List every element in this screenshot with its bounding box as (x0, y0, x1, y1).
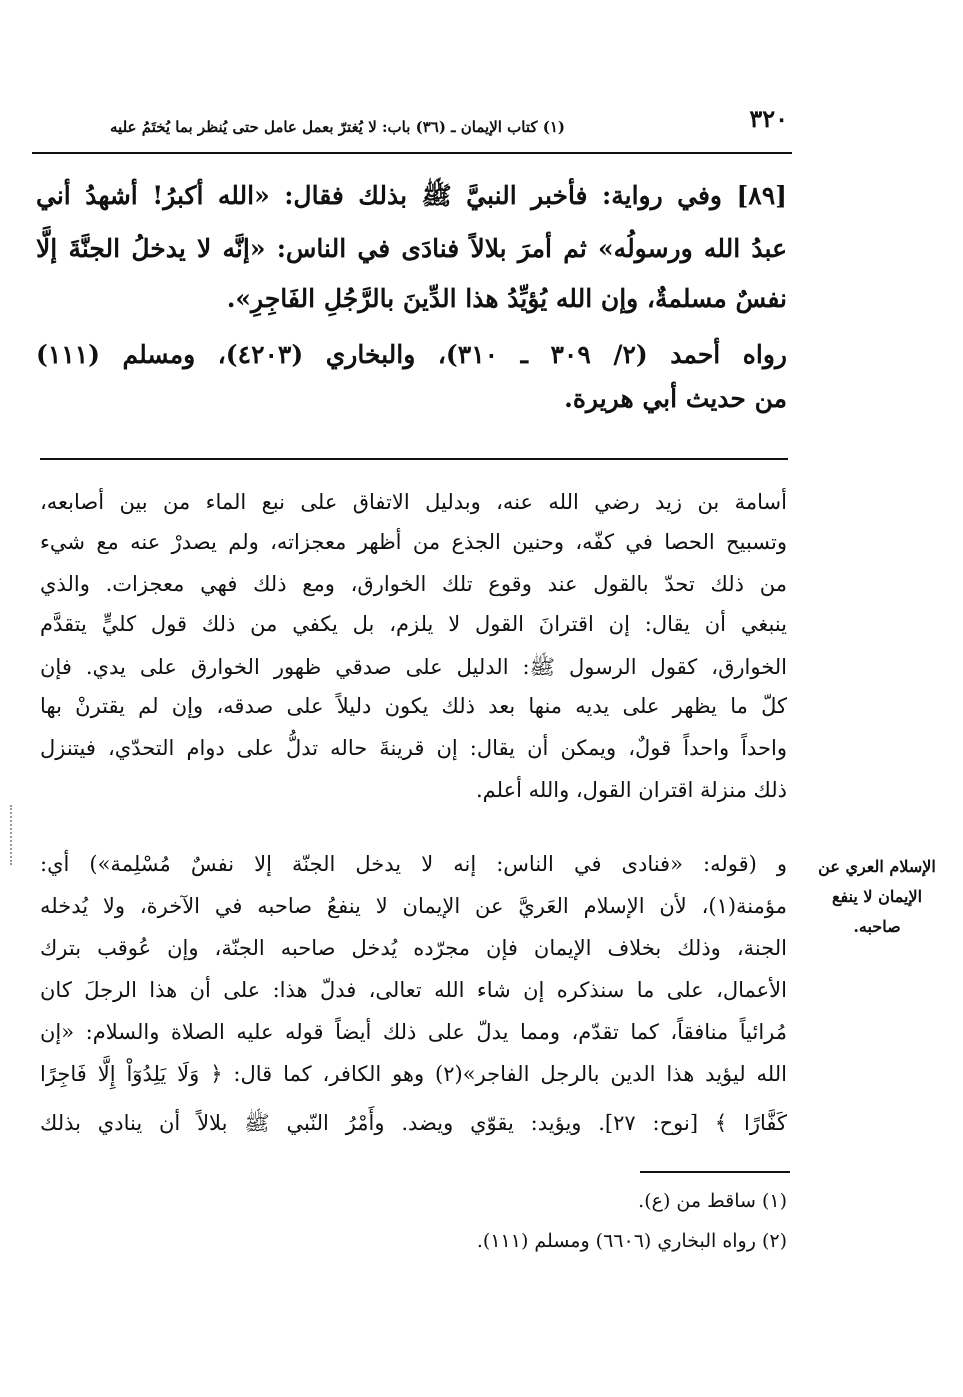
header-divider (32, 152, 792, 154)
commentary-line: الخوارق، كقول الرسول ﷺ: الدليل على صدقي ظهور الخوارق على يدي. فإن (40, 655, 787, 679)
running-header: (١) كتاب الإيمان ـ (٣٦) باب: لا يُغترّ بعمل عامل حتى يُنظر بما يُختَمُ عليه (110, 118, 565, 136)
hadith-line: [٨٩] وفي رواية: فأخبر النبيَّ ﷺ بذلك فقال: «الله أكبرُ! أشهدُ أني (36, 181, 787, 210)
commentary-line: و (قوله: «فنادى في الناس: إنه لا يدخل الجنّة إلا نفسٌ مُسْلِمة») أي: (40, 852, 787, 876)
commentary-line: ذلك منزلة اقتران القول، والله أعلم. (475, 778, 787, 802)
hadith-line: نفسٌ مسلمةٌ، وإن الله يُؤيِّدُ هذا الدِّينَ بالرَّجُلِ الفَاجِرِ». (226, 284, 787, 313)
commentary-line: من ذلك تحدّ بالقول عند وقوع تلك الخوارق، ومع ذلك فهي معجزات. والذي (40, 572, 787, 596)
commentary-line: مُرائياً منافقاً، كما تقدّم، ومما يدلّ على ذلك أيضاً قوله عليه الصلاة والسلام: «إن (40, 1020, 787, 1044)
footnote-divider (640, 1171, 790, 1173)
commentary-line: أسامة بن زيد رضي الله عنه، وبدليل الاتفاق على نبع الماء من بين أصابعه، (40, 490, 787, 514)
commentary-line: ينبغي أن يقال: إن اقترانَ القول لا يلزم، بل يكفي من ذلك قول كليٍّ يتقدَّم (40, 612, 787, 636)
hadith-line: عبدُ الله ورسولُه» ثم أمرَ بلالاً فنادَى في الناس: «إنَّه لا يدخلُ الجنَّةَ إلَّا (36, 234, 787, 263)
hadith-source-line: رواه أحمد (٢/ ٣٠٩ ـ ٣١٠)، والبخاري (٤٢٠٣)، ومسلم (١١١) (36, 340, 787, 369)
commentary-divider (40, 458, 788, 460)
commentary-line: الأعمال، على ما سنذكره إن شاء الله تعالى، فدلّ هذا: على أن هذا الرجلَ كان (40, 978, 787, 1002)
commentary-line: كَفَّارًا ﴾ [نوح: ٢٧]. ويؤيد: يقوّي ويضد. وأَمْرُ النّبي ﷺ بلالاً أن ينادي بذلك (40, 1111, 788, 1135)
commentary-line: واحداً واحداً قولٌ، ويمكن أن يقال: إن قرينةَ حاله تدلُّ على دوام التحدّي، فيتنزل (40, 736, 787, 760)
scan-artifact (10, 805, 14, 865)
hadith-source-line: من حديث أبي هريرة. (564, 384, 787, 413)
commentary-line: الجنة، وذلك بخلاف الإيمان فإن مجرّده يُدخل صاحبه الجنّة، وإن عُوقب بترك (40, 936, 787, 960)
footnote: (٢) رواه البخاري (٦٦٠٦) ومسلم (١١١). (476, 1230, 787, 1252)
commentary-line: مؤمنة(١)، لأن الإسلام العَريَّ عن الإيمان لا ينفعُ صاحبه في الآخرة، ولا يُدخله (40, 894, 787, 918)
commentary-line: وتسبيح الحصا في كفّه، وحنين الجذع من أظهر معجزاته، ولم يصدرْ عنه مع شيء (40, 530, 787, 554)
page-number: ٣٢٠ (749, 104, 788, 133)
commentary-line: كلّ ما يظهر على يديه منها بعد ذلك يكون دليلاً على صدقه، وإن لم يقترنْ بها (40, 694, 787, 718)
footnote: (١) ساقط من (ع). (638, 1190, 787, 1212)
margin-note: الإسلام العري عن الإيمان لا ينفع صاحبه. (818, 857, 936, 936)
commentary-line: الله ليؤيد هذا الدين بالرجل الفاجر»(٢) وهو الكافر، كما قال: ﴿ وَلَا يَلِدُوٓاْ إِلَّا فَاجِرًا (40, 1062, 787, 1086)
